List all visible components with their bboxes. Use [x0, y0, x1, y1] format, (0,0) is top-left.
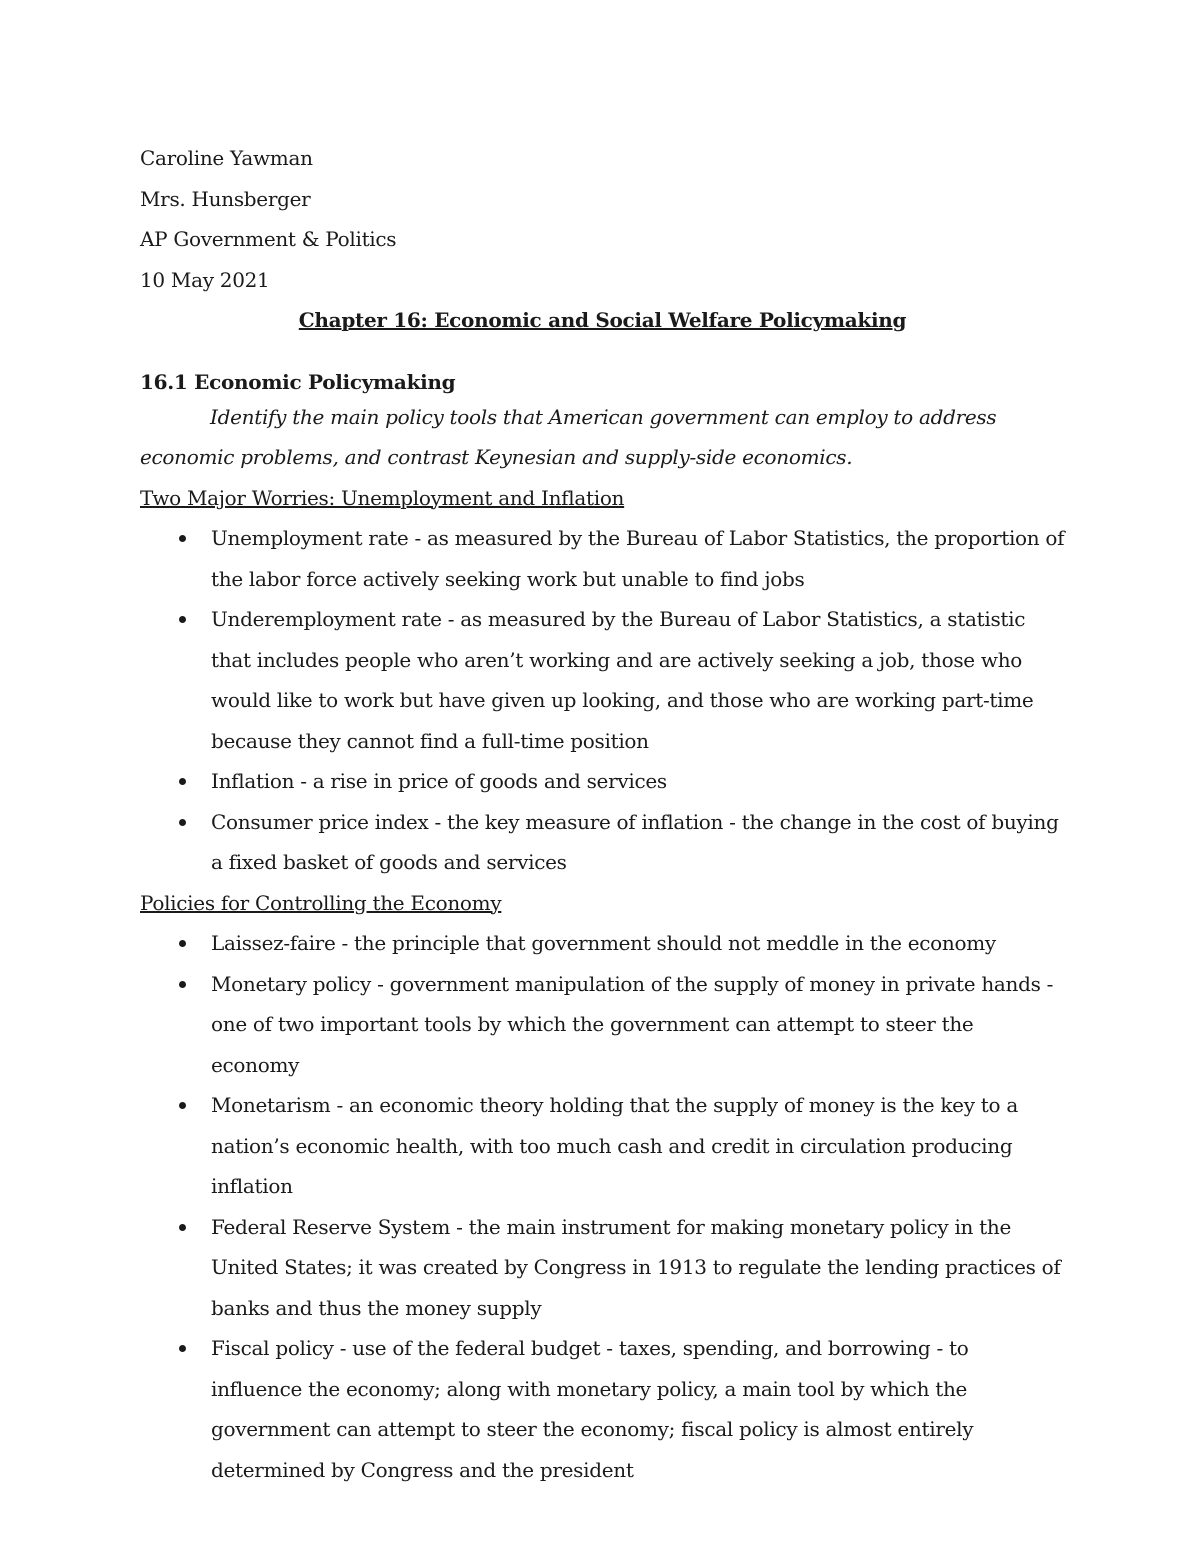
list-item: [140, 761, 1065, 802]
list-item-text: Monetary policy - government manipulation of the supply of money in private hands - one of two important tools by which the government can attempt to steer the economy: [211, 971, 1054, 1077]
list-item-text: Underemployment rate - as measured by the Bureau of Labor Statistics, a statistic that includes people who aren’t working and are actively seeking a job, those who would like to work but have given up looking, and those who are working part-time because they cannot find a full-time position: [211, 607, 1034, 753]
list-item: [140, 802, 1065, 883]
bullet-list-policies: [140, 923, 1065, 1490]
list-item: [140, 599, 1065, 761]
section-heading: 16.1 Economic Policymaking: [140, 369, 456, 394]
document-page: [140, 138, 1065, 1490]
course-name: AP Government & Politics: [140, 227, 397, 251]
bullet-icon: [179, 1345, 186, 1352]
bullet-icon: [179, 535, 186, 542]
subheading-worries: Two Major Worries: Unemployment and Inflation: [140, 485, 625, 510]
teacher-name: Mrs. Hunsberger: [140, 186, 311, 211]
document-date: 10 May 2021: [140, 267, 270, 292]
bullet-icon: [179, 981, 186, 988]
bullet-icon: [179, 1224, 186, 1231]
list-item: [140, 1207, 1065, 1329]
bullet-icon: [179, 778, 186, 785]
list-item: [140, 964, 1065, 1086]
bullet-icon: [179, 1102, 186, 1109]
section-objective: Identify the main policy tools that American government can employ to address economic problems, and contrast Keynesian and supply-side economics.: [140, 404, 997, 469]
list-item-text: Federal Reserve System - the main instrument for making monetary policy in the United States; it was created by Congress in 1913 to regulate the lending practices of banks and thus the money supply: [211, 1214, 1061, 1320]
list-item-text: Inflation - a rise in price of goods and services: [211, 769, 667, 793]
list-item-text: Unemployment rate - as measured by the Bureau of Labor Statistics, the proportion of the labor force actively seeking work but unable to find jobs: [211, 526, 1065, 591]
bullet-icon: [179, 616, 186, 623]
chapter-title: Chapter 16: Economic and Social Welfare Policymaking: [298, 308, 907, 332]
list-item: [140, 923, 1065, 964]
bullet-list-worries: [140, 518, 1065, 883]
bullet-icon: [179, 940, 186, 947]
list-item: [140, 1328, 1065, 1490]
bullet-icon: [179, 819, 186, 826]
student-name: Caroline Yawman: [140, 146, 313, 170]
list-item: [140, 1085, 1065, 1207]
list-item: [140, 518, 1065, 599]
list-item-text: Consumer price index - the key measure of inflation - the change in the cost of buying a fixed basket of goods and services: [211, 809, 1059, 874]
subheading-policies: Policies for Controlling the Economy: [140, 890, 502, 915]
list-item-text: Laissez-faire - the principle that government should not meddle in the economy: [211, 931, 996, 955]
list-item-text: Fiscal policy - use of the federal budget - taxes, spending, and borrowing - to influence the economy; along with monetary policy, a main tool by which the government can attempt to steer the economy; fiscal policy is almost entirely determined by Congress and the president: [211, 1336, 974, 1482]
list-item-text: Monetarism - an economic theory holding that the supply of money is the key to a nation’s economic health, with too much cash and credit in circulation producing inflation: [211, 1093, 1018, 1198]
